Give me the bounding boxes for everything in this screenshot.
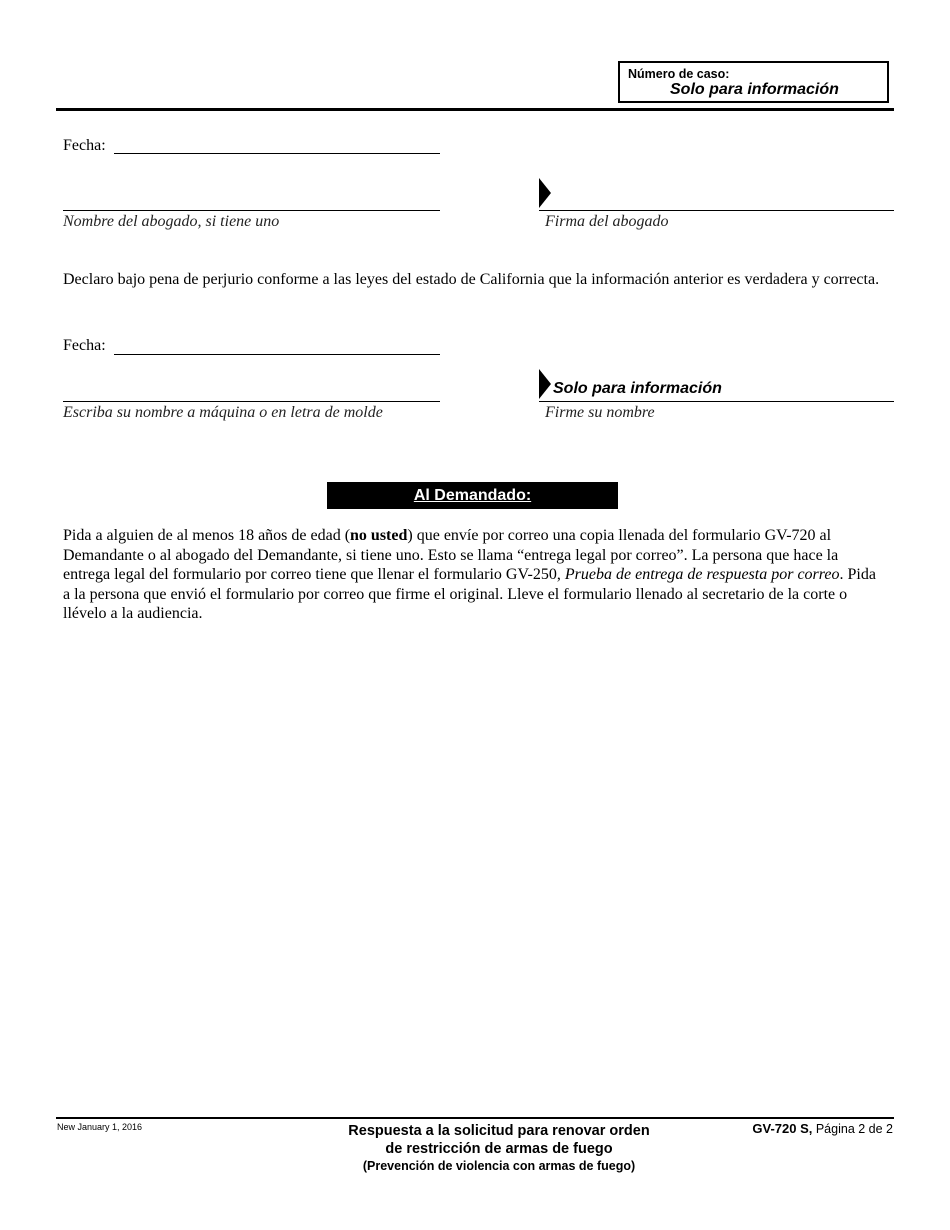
signature-arrow-icon (539, 178, 551, 208)
declaration-text: Declaro bajo pena de perjurio conforme a las leyes del estado de California que la información anterior es verdadera y correcta. (63, 271, 880, 288)
instructions-part-1: Pida a alguien de al menos 18 años de edad ( (63, 527, 351, 544)
footer-rule (56, 1117, 894, 1119)
revision-date: New January 1, 2016 (57, 1122, 143, 1132)
page-indicator (700, 1121, 893, 1136)
page-number: Página 2 de 2 (812, 1122, 893, 1136)
signature-arrow-icon (539, 369, 551, 399)
form-subtitle: (Prevención de violencia con armas de fuego) (362, 1159, 636, 1173)
signature-field-value[interactable]: Solo para información (553, 380, 722, 397)
case-number-label: Número de caso: (628, 67, 730, 81)
declaration-date-label: Fecha: (63, 337, 106, 354)
instructions-part-3: . Pida a la persona que envió el formulario por correo que firme el original. Lleve el formulario llenado al secretario de la corte o llévelo a la audiencia. (63, 566, 876, 623)
case-number-box (618, 61, 889, 103)
form-title-line-1: Respuesta a la solicitud para renovar orden (348, 1123, 650, 1139)
typed-name-caption: Escriba su nombre a máquina o en letra de molde (63, 404, 383, 421)
signature-field-line (539, 401, 894, 402)
attorney-signature-caption: Firma del abogado (545, 213, 669, 230)
header-rule (56, 108, 894, 111)
form-title (300, 1122, 698, 1174)
form-title-reference: Prueba de entrega de respuesta por correo (564, 566, 840, 584)
attorney-name-caption: Nombre del abogado, si tiene uno (63, 213, 280, 230)
attorney-signature-field[interactable] (539, 210, 894, 211)
case-number-field[interactable]: Solo para información (670, 81, 839, 98)
attorney-date-field[interactable] (114, 153, 440, 154)
respondent-section-title (327, 482, 618, 509)
form-title-line-2: de restricción de armas de fuego (385, 1141, 613, 1157)
typed-name-field[interactable] (63, 401, 440, 402)
respondent-section-title-text: Al Demandado: (413, 487, 532, 504)
respondent-instructions (63, 526, 878, 624)
signature-caption: Firme su nombre (545, 404, 655, 421)
attorney-date-label: Fecha: (63, 137, 106, 154)
instructions-emphasis: no usted (350, 527, 408, 544)
instructions-part-2: ) que envíe por correo una copia llenada del formulario GV-720 al Demandante o al abogado del Demandante, si tiene uno. Esto se llama “entrega legal por correo”. La persona que hace la entrega legal del formulario por correo tiene que llenar el formulario GV-250, (63, 527, 839, 584)
declaration-date-field[interactable] (114, 354, 440, 355)
attorney-name-field[interactable] (63, 210, 440, 211)
form-id: GV-720 S, (752, 1121, 813, 1136)
